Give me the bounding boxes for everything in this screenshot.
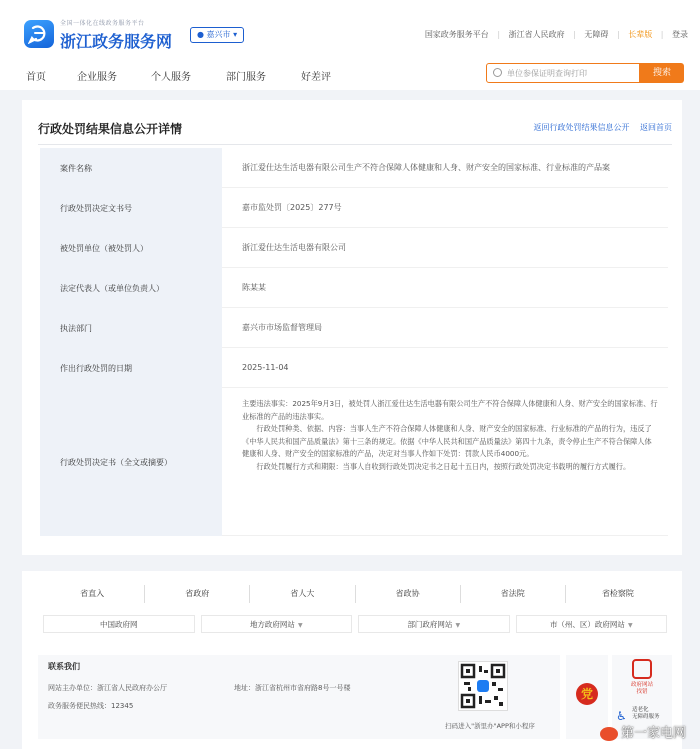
site-subtitle: 全国一体化在线政务服务平台 bbox=[60, 20, 145, 27]
row-value: 浙江爱仕达生活电器有限公司 bbox=[222, 228, 668, 268]
select-local-government-sites[interactable] bbox=[201, 615, 353, 633]
link-accessibility[interactable]: 无障碍 bbox=[584, 30, 609, 39]
select-city-government-sites[interactable] bbox=[516, 615, 668, 633]
row-label: 执法部门 bbox=[40, 308, 222, 348]
contact-info bbox=[38, 655, 420, 739]
table-row bbox=[40, 148, 668, 188]
nav-item-evaluation[interactable]: 好差评 bbox=[301, 72, 331, 83]
chevron-down-icon: ▼ bbox=[455, 622, 461, 629]
decision-paragraph: 行政处罚种类、依据、内容：当事人生产不符合保障人体健康和人身、财产安全的国家标准、行业标准的产品的行为，违反了《中华人民共和国产品质量法》第十三条的规定。依据《中华人民共和国产品质量法》第四十九条，责令停止生产不符合保障人体健康和人身、财产安全的国家标准的产品，决定对当事人作如下处罚：罚款人民币4000元。 bbox=[242, 424, 652, 458]
table-row bbox=[40, 308, 668, 348]
nav-item-home[interactable]: 首页 bbox=[26, 72, 46, 83]
link-label: 市（州、区）政府网站 bbox=[549, 620, 625, 629]
table-row bbox=[40, 348, 668, 388]
site-logo-icon[interactable] bbox=[24, 20, 54, 48]
detail-panel bbox=[22, 100, 682, 555]
chevron-down-icon: ▼ bbox=[627, 622, 633, 629]
row-value: 2025-11-04 bbox=[222, 348, 668, 388]
chevron-down-icon: ▼ bbox=[297, 622, 303, 629]
link-china-government[interactable] bbox=[43, 615, 195, 633]
top-links bbox=[419, 29, 688, 40]
decision-paragraph: 行政处罚履行方式和期限：当事人自收到行政处罚决定书之日起十五日内，按照行政处罚决定书载明的履行方式履行。 bbox=[256, 461, 631, 471]
watermark-text: 第一家电网 bbox=[620, 726, 686, 741]
table-row bbox=[40, 388, 668, 536]
page-title: 行政处罚结果信息公开详情 bbox=[38, 122, 183, 136]
hotline-text: 政务服务便民热线：12345 bbox=[48, 702, 134, 710]
government-site-badge-icon[interactable] bbox=[632, 659, 652, 679]
link-label: 地方政府网站 bbox=[249, 620, 295, 629]
search-icon bbox=[493, 68, 502, 77]
back-to-list-link[interactable]: 返回行政处罚结果信息公开 bbox=[533, 123, 630, 132]
nav-item-department-services[interactable]: 部门服务 bbox=[226, 72, 266, 83]
party-emblem-icon[interactable]: 党 bbox=[576, 683, 598, 705]
qr-code-icon[interactable] bbox=[458, 661, 508, 711]
decision-text bbox=[222, 388, 668, 536]
nav-item-enterprise-services[interactable]: 企业服务 bbox=[77, 72, 117, 83]
badge-line: 找错 bbox=[636, 689, 648, 695]
divider: | bbox=[497, 30, 501, 39]
row-value: 嘉兴市市场监督管理局 bbox=[222, 308, 668, 348]
badge-line: 适老化 bbox=[632, 707, 649, 713]
region-selector-button[interactable] bbox=[190, 27, 244, 43]
footer-tab[interactable]: 省政府 bbox=[144, 585, 249, 603]
row-value: 浙江爱仕达生活电器有限公司生产不符合保障人体健康和人身、财产安全的国家标准、行业标准的产品案 bbox=[222, 148, 668, 188]
search-input[interactable] bbox=[486, 63, 640, 83]
contact-title: 联系我们 bbox=[48, 662, 80, 671]
table-row bbox=[40, 268, 668, 308]
qr-caption: 扫码进入"浙里办"APP和小程序 bbox=[445, 722, 535, 730]
link-elderly-mode[interactable]: 长辈版 bbox=[628, 30, 653, 39]
row-label: 被处罚单位（被处罚人） bbox=[40, 228, 222, 268]
row-label: 行政处罚决定书（全文或摘要） bbox=[40, 388, 222, 536]
site-header bbox=[0, 0, 700, 60]
footer-link-selects bbox=[40, 615, 670, 633]
weibo-icon bbox=[600, 727, 618, 741]
nav-item-personal-services[interactable]: 个人服务 bbox=[151, 72, 191, 83]
decision-paragraph: 主要违法事实：2025年9月3日，被处罚人浙江爱仕达生活电器有限公司生产不符合保障人体健康和人身、财产安全的国家标准、行业标准的产品的违法事实。 bbox=[242, 399, 658, 421]
row-label: 作出行政处罚的日期 bbox=[40, 348, 222, 388]
table-row bbox=[40, 228, 668, 268]
qr-card bbox=[420, 655, 560, 739]
table-row bbox=[40, 188, 668, 228]
link-login[interactable]: 登录 bbox=[672, 30, 688, 39]
search-button[interactable]: 搜索 bbox=[640, 63, 684, 83]
address-text: 地址：浙江省杭州市省府路8号一号楼 bbox=[234, 684, 351, 692]
site-title[interactable]: 浙江政务服务网 bbox=[60, 32, 173, 51]
accessibility-text bbox=[632, 707, 660, 721]
back-to-home-link[interactable]: 返回首页 bbox=[640, 123, 672, 132]
watermark bbox=[600, 722, 686, 741]
badge-line: 无障碍服务 bbox=[632, 714, 660, 720]
row-label: 法定代表人（或单位负责人） bbox=[40, 268, 222, 308]
select-department-sites[interactable] bbox=[358, 615, 510, 633]
government-site-badge-text bbox=[612, 682, 672, 696]
row-value: 嘉市监处罚〔2025〕277号 bbox=[222, 188, 668, 228]
row-value: 陈某某 bbox=[222, 268, 668, 308]
link-national-platform[interactable]: 国家政务服务平台 bbox=[424, 30, 489, 39]
divider: | bbox=[660, 30, 664, 39]
footer-tab[interactable]: 省人大 bbox=[249, 585, 354, 603]
badge-line: 政府网站 bbox=[630, 682, 653, 688]
footer-tab[interactable]: 省政协 bbox=[355, 585, 460, 603]
accessibility-icon[interactable]: ♿ bbox=[616, 709, 627, 723]
region-label: 嘉兴市 bbox=[206, 30, 231, 39]
row-label: 案件名称 bbox=[40, 148, 222, 188]
footer-tab[interactable]: 省法院 bbox=[460, 585, 565, 603]
footer-tab[interactable]: 省直入 bbox=[80, 589, 105, 598]
location-pin-icon: ● bbox=[197, 30, 204, 39]
panel-links bbox=[533, 122, 672, 133]
row-label: 行政处罚决定文书号 bbox=[40, 188, 222, 228]
link-label: 部门政府网站 bbox=[407, 620, 453, 629]
divider: | bbox=[573, 30, 576, 39]
divider bbox=[38, 144, 672, 145]
site-footer bbox=[22, 571, 682, 749]
divider: | bbox=[616, 30, 620, 39]
link-label: 中国政府网 bbox=[100, 620, 138, 629]
sponsor-text: 网站主办单位：浙江省人民政府办公厅 bbox=[48, 684, 167, 692]
link-provincial-government[interactable]: 浙江省人民政府 bbox=[508, 30, 565, 39]
search-placeholder: 单位参保证明查询打印 bbox=[507, 69, 587, 78]
footer-tabs bbox=[40, 585, 670, 603]
chevron-down-icon: ▾ bbox=[233, 30, 238, 39]
footer-tab[interactable]: 省检察院 bbox=[565, 585, 670, 603]
